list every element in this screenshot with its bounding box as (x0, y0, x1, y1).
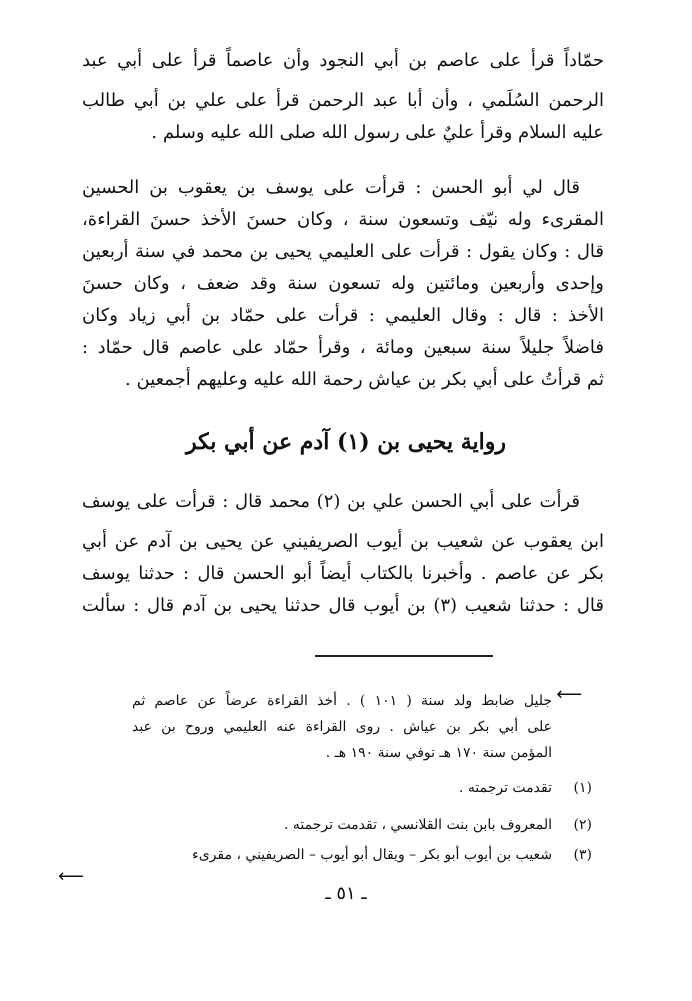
paragraph-3-line-1: قرأت على أبي الحسن علي بن (٢) محمد قال : قرأت على يوسف (82, 491, 580, 512)
paragraph-2-line-2: المقرىء وله نيّف وتسعون سنة ، وكان حسنَ الأخذ حسنَ القراءة، (82, 209, 604, 230)
footnote-2-text: المعروف بابن بنت القلانسي ، تقدمت ترجمته . (283, 817, 552, 833)
page-number: ـ ٥١ ـ (325, 883, 367, 904)
footnote-1-text: تقدمت ترجمته . (458, 780, 552, 796)
footnote-2-number: (٢) (573, 817, 592, 833)
paragraph-2-line-5: الأخذ : قال : وقال العليمي : قرأت على حمّاد بن أبي زياد وكان (82, 305, 604, 326)
footnote-3-number: (٣) (573, 847, 592, 863)
arrow-left-icon: ⟵ (58, 866, 84, 887)
section-heading: رواية يحيى بن (١) آدم عن أبي بكر (185, 429, 507, 455)
paragraph-2-line-1: قال لي أبو الحسن : قرأت على يوسف بن يعقوب بن الحسين (82, 177, 580, 198)
paragraph-2-line-4: وإحدى وأربعين ومائتين وله تسعون سنة وقد ضعف ، وكان حسنَ (82, 273, 604, 294)
paragraph-3-line-2: ابن يعقوب عن شعيب بن أيوب الصريفيني عن يحيى بن آدم عن أبي (82, 531, 604, 552)
footnote-continued-line-1: جليل ضابط ولد سنة ( ١٠١ ) . أخذ القراءة عرضاً عن عاصم ثم (132, 693, 552, 709)
footnote-1-number: (١) (573, 780, 592, 796)
footnote-continued-line-3: المؤمن سنة ١٧٠ هـ توفي سنة ١٩٠ هـ . (325, 745, 552, 761)
paragraph-2-line-7: ثم قرأتُ على أبي بكر بن عياش رحمة الله عليه وعليهم أجمعين . (125, 369, 604, 390)
paragraph-3-line-3: بكر عن عاصم . وأخبرنا بالكتاب أيضاً أبو الحسن قال : حدثنا يوسف (82, 563, 604, 584)
footnote-continued-line-2: على أبي بكر بن عياش . روى القراءة عنه العليمي وروح بن عبد (132, 719, 552, 735)
paragraph-1-line-2: الرحمن السُلَمي ، وأن أبا عبد الرحمن قرأ على علي بن أبي طالب (82, 90, 604, 111)
arrow-left-icon: ⟵ (556, 684, 582, 705)
paragraph-1-line-1: حمّاداً قرأ على عاصم بن أبي النجود وأن عاصماً قرأ على أبي عبد (82, 50, 604, 71)
paragraph-1-line-3: عليه السلام وقرأ عليٌ على رسول الله صلى الله عليه وسلم . (151, 122, 604, 143)
footnote-separator (315, 655, 493, 657)
paragraph-2-line-6: فاضلاً جليلاً سنة سبعين ومائة ، وقرأ حمّاد على عاصم قال حمّاد : (82, 337, 604, 358)
paragraph-3-line-4: قال : حدثنا شعيب (٣) بن أيوب قال حدثنا يحيى بن آدم قال : سألت (82, 595, 604, 616)
paragraph-2-line-3: قال : وكان يقول : قرأت على العليمي يحيى بن محمد في سنة أربعين (82, 241, 604, 262)
footnote-3-text: شعيب بن أيوب أبو بكر – ويقال أبو أيوب – الصريفيني ، مقرىء (192, 847, 552, 863)
